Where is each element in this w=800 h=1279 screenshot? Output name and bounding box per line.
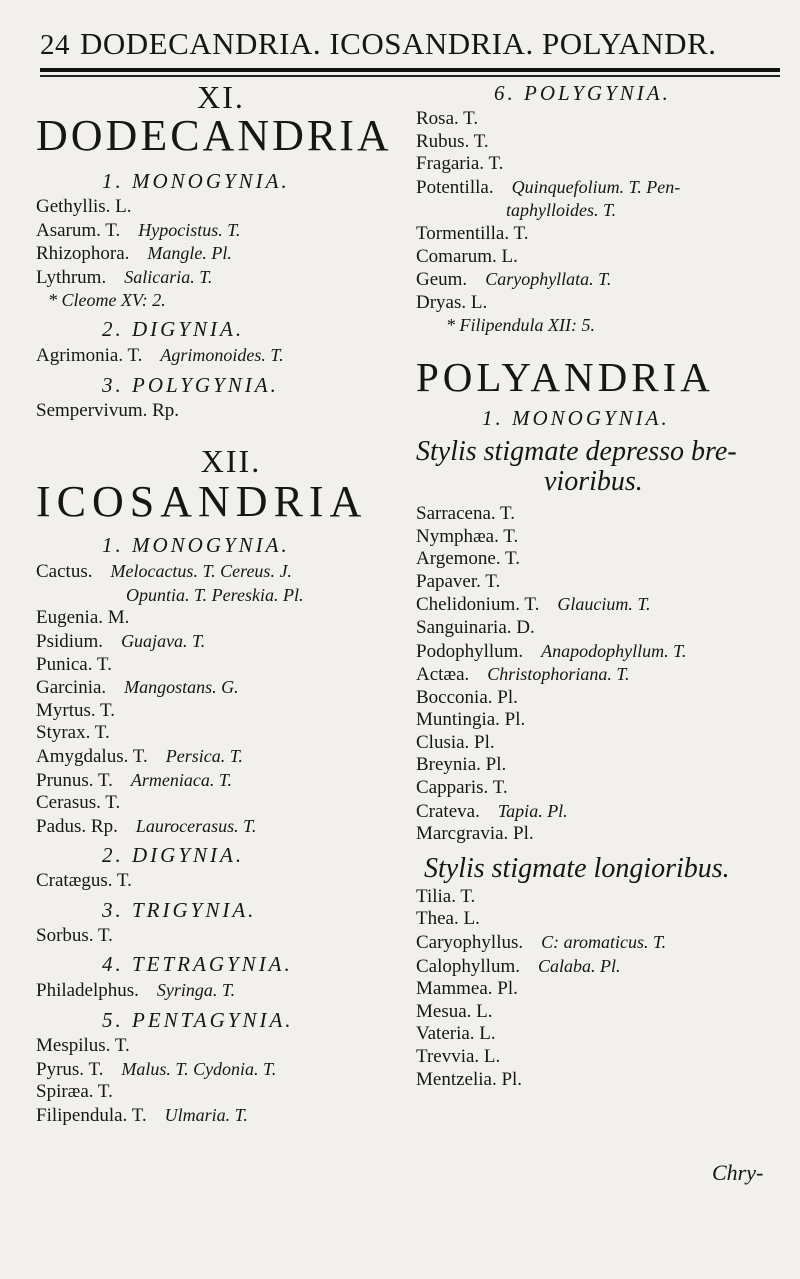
genus-name: Papaver. T.: [416, 570, 501, 592]
header-rule: [40, 68, 780, 72]
genus-entry: [36, 219, 406, 243]
genus-name: Calophyllum.: [416, 955, 520, 977]
genus-entry: [416, 246, 786, 269]
genus-name: Thea. L.: [416, 908, 480, 930]
genus-name: Prunus. T.: [36, 769, 113, 791]
genus-entry: [416, 709, 786, 732]
page-number: 24: [40, 29, 70, 61]
genus-name: Clusia. Pl.: [416, 731, 495, 753]
genus-entry: [36, 400, 406, 423]
genus-name: Cactus.: [36, 561, 93, 583]
synonym-name: Glaucium. T.: [539, 594, 651, 615]
genus-name: Filipendula. T.: [36, 1104, 147, 1126]
genus-entry: [416, 955, 786, 979]
genus-entry: [416, 131, 786, 154]
order-heading: 6. POLYGYNIA.: [494, 81, 671, 105]
left-column: [36, 78, 406, 1127]
genus-entry: [36, 654, 406, 677]
synonym-name: Syringa. T.: [138, 980, 236, 1001]
class-heading: ICOSANDRIA: [36, 477, 368, 527]
genus-name: Tilia. T.: [416, 885, 476, 907]
synonym-name: taphylloides. T.: [506, 200, 617, 221]
synonym-name: Guajava. T.: [103, 630, 206, 651]
synonym-name: Tapia. Pl.: [479, 800, 568, 821]
genus-name: Mespilus. T.: [36, 1035, 130, 1057]
genus-name: Muntingia. Pl.: [416, 709, 526, 731]
genus-name: Gethyllis. L.: [36, 196, 132, 217]
genus-name: Lythrum.: [36, 266, 107, 288]
genus-entry: [36, 1035, 406, 1058]
genus-entry: [36, 676, 406, 700]
genus-name: Spiræa. T.: [36, 1081, 113, 1103]
subsection-heading: Stylis stigmate depresso bre-: [416, 435, 737, 467]
running-title: DODECANDRIA. ICOSANDRIA. POLYANDR.: [80, 26, 717, 61]
genus-entry: [36, 1081, 406, 1104]
genus-entry: [416, 199, 786, 223]
synonym-name: Mangle. Pl.: [129, 243, 232, 264]
genus-name: Myrtus. T.: [36, 699, 115, 721]
genus-name: Actæa.: [416, 664, 470, 686]
synonym-name: Hypocistus. T.: [120, 219, 241, 240]
genus-entry: [36, 584, 406, 608]
genus-entry: [416, 908, 786, 931]
synonym-name: Quinquefolium. T. Pen-: [493, 176, 681, 197]
order-heading: 2. DIGYNIA.: [102, 843, 245, 868]
genus-entry: [416, 754, 786, 777]
order-heading: 2. DIGYNIA.: [102, 316, 245, 341]
genus-entry: [416, 593, 786, 617]
synonym-name: Melocactus. T. Cereus. J.: [92, 561, 292, 582]
genus-name: Sorbus. T.: [36, 924, 113, 946]
genus-entry: [36, 792, 406, 815]
genus-entry: [36, 700, 406, 723]
genus-name: Podophyllum.: [416, 640, 524, 662]
order-heading: 4. TETRAGYNIA.: [102, 952, 293, 977]
genus-entry: [416, 617, 786, 640]
genus-name: Pyrus. T.: [36, 1058, 104, 1080]
genus-list: [416, 886, 786, 1091]
genus-name: Asarum. T.: [36, 219, 121, 241]
genus-entry: [416, 1046, 786, 1069]
genus-entry: [416, 268, 786, 292]
synonym-name: Ulmaria. T.: [146, 1104, 248, 1125]
genus-entry: [416, 640, 786, 664]
genus-entry: [416, 886, 786, 909]
genus-name: Rubus. T.: [416, 130, 489, 152]
genus-entry: [36, 1104, 406, 1128]
genus-entry: [416, 108, 786, 131]
synonym-name: Mangostans. G.: [106, 677, 239, 698]
catchword: Chry-: [712, 1160, 764, 1185]
genus-name: Sempervivum. Rp.: [36, 399, 180, 421]
genus-entry: [36, 266, 406, 290]
genus-entry: [36, 630, 406, 654]
genus-entry: [416, 176, 786, 200]
genus-list: [416, 503, 786, 846]
genus-name: Vateria. L.: [416, 1023, 496, 1045]
genus-name: Cratægus. T.: [36, 870, 132, 892]
genus-name: Nymphæa. T.: [416, 525, 519, 547]
genus-list: [416, 108, 786, 314]
genus-name: Agrimonia. T.: [36, 344, 143, 366]
genus-entry: [416, 153, 786, 176]
genus-name: Padus. Rp.: [36, 815, 118, 837]
genus-name: Crateva.: [416, 800, 480, 822]
genus-name: Potentilla.: [416, 176, 494, 198]
genus-entry: [36, 196, 406, 219]
genus-name: Mentzelia. Pl.: [416, 1068, 523, 1090]
genus-entry: [416, 223, 786, 246]
genus-entry: [36, 1058, 406, 1082]
genus-name: Punica. T.: [36, 653, 112, 675]
order-heading: 3. POLYGYNIA.: [102, 372, 279, 397]
genus-entry: [36, 560, 406, 584]
genus-name: Trevvia. L.: [416, 1046, 501, 1067]
genus-name: Rosa. T.: [416, 108, 479, 129]
genus-entry: [36, 344, 406, 368]
genus-entry: [36, 769, 406, 793]
order-heading: 5. PENTAGYNIA.: [102, 1008, 294, 1033]
genus-name: Geum.: [416, 269, 468, 291]
genus-entry: [36, 722, 406, 745]
synonym-name: Calaba. Pl.: [519, 955, 621, 976]
order-heading: 1. MONOGYNIA.: [102, 533, 290, 558]
genus-name: Marcgravia. Pl.: [416, 823, 534, 845]
class-heading: POLYANDRIA: [416, 353, 714, 400]
genus-entry: [416, 777, 786, 800]
genus-entry: [416, 292, 786, 315]
cross-reference-note: * Filipendula XII: 5.: [446, 315, 595, 336]
genus-name: Chelidonium. T.: [416, 594, 540, 616]
genus-name: Amygdalus. T.: [36, 745, 148, 767]
genus-entry: [416, 931, 786, 955]
genus-entry: [36, 815, 406, 839]
genus-name: Comarum. L.: [416, 245, 518, 267]
genus-name: Styrax. T.: [36, 722, 110, 744]
synonym-name: Salicaria. T.: [106, 266, 213, 287]
genus-entry: [416, 1069, 786, 1092]
synonym-name: Malus. T. Cydonia. T.: [103, 1058, 277, 1079]
genus-entry: [416, 663, 786, 687]
right-column: [416, 78, 786, 1091]
synonym-name: Caryophyllata. T.: [467, 269, 612, 290]
class-numeral: XII.: [200, 443, 262, 480]
genus-name: Dryas. L.: [416, 291, 488, 313]
order-heading: 1. MONOGYNIA.: [102, 169, 290, 193]
genus-entry: [416, 571, 786, 594]
genus-entry: [36, 979, 406, 1003]
synonym-name: Persica. T.: [147, 745, 243, 766]
genus-name: Eugenia. M.: [36, 607, 130, 629]
genus-name: Bocconia. Pl.: [416, 686, 518, 708]
synonym-name: Opuntia. T. Pereskia. Pl.: [126, 584, 304, 605]
genus-name: Argemone. T.: [416, 548, 520, 570]
genus-entry: [36, 607, 406, 630]
order-group: [36, 166, 406, 422]
genus-entry: [416, 526, 786, 549]
cross-reference-note: * Cleome XV: 2.: [48, 290, 166, 311]
genus-name: Tormentilla. T.: [416, 222, 529, 244]
header-rule-thin: [40, 75, 780, 77]
genus-entry: [36, 745, 406, 769]
synonym-name: Armeniaca. T.: [112, 769, 233, 790]
genus-entry: [416, 1023, 786, 1046]
genus-name: Sarracena. T.: [416, 502, 515, 524]
genus-entry: [416, 732, 786, 755]
subsection-heading: vioribus.: [544, 465, 643, 497]
synonym-name: Laurocerasus. T.: [117, 815, 257, 836]
genus-name: Sanguinaria. D.: [416, 616, 535, 638]
genus-entry: [416, 548, 786, 571]
synonym-name: C: aromaticus. T.: [523, 932, 667, 953]
order-group: [36, 530, 406, 1127]
running-head: [40, 26, 780, 68]
class-numeral: XI.: [197, 79, 245, 115]
genus-name: Philadelphus.: [36, 980, 139, 1002]
genus-entry: [36, 242, 406, 266]
genus-name: Capparis. T.: [416, 777, 508, 799]
genus-name: Mammea. Pl.: [416, 978, 518, 1000]
genus-name: Fragaria. T.: [416, 153, 504, 175]
synonym-name: Christophoriana. T.: [469, 664, 630, 685]
genus-name: Caryophyllus.: [416, 932, 524, 954]
genus-name: Cerasus. T.: [36, 792, 121, 814]
genus-name: Breynia. Pl.: [416, 754, 507, 776]
order-heading: 1. MONOGYNIA.: [482, 405, 670, 430]
genus-name: Rhizophora.: [36, 243, 130, 265]
genus-entry: [36, 925, 406, 948]
genus-entry: [36, 870, 406, 893]
genus-name: Mesua. L.: [416, 1000, 493, 1022]
genus-entry: [416, 1001, 786, 1024]
synonym-name: Agrimonoides. T.: [142, 344, 284, 365]
genus-entry: [416, 800, 786, 824]
genus-name: Garcinia.: [36, 677, 107, 699]
genus-entry: [416, 503, 786, 526]
subsection-heading: Stylis stigmate longioribus.: [424, 852, 730, 884]
genus-name: Psidium.: [36, 630, 104, 652]
synonym-name: Anapodophyllum. T.: [523, 640, 687, 661]
genus-entry: [416, 823, 786, 846]
genus-entry: [416, 978, 786, 1001]
order-heading: 3. TRIGYNIA.: [102, 897, 257, 922]
genus-entry: [416, 687, 786, 710]
class-heading: DODECANDRIA: [36, 111, 392, 160]
